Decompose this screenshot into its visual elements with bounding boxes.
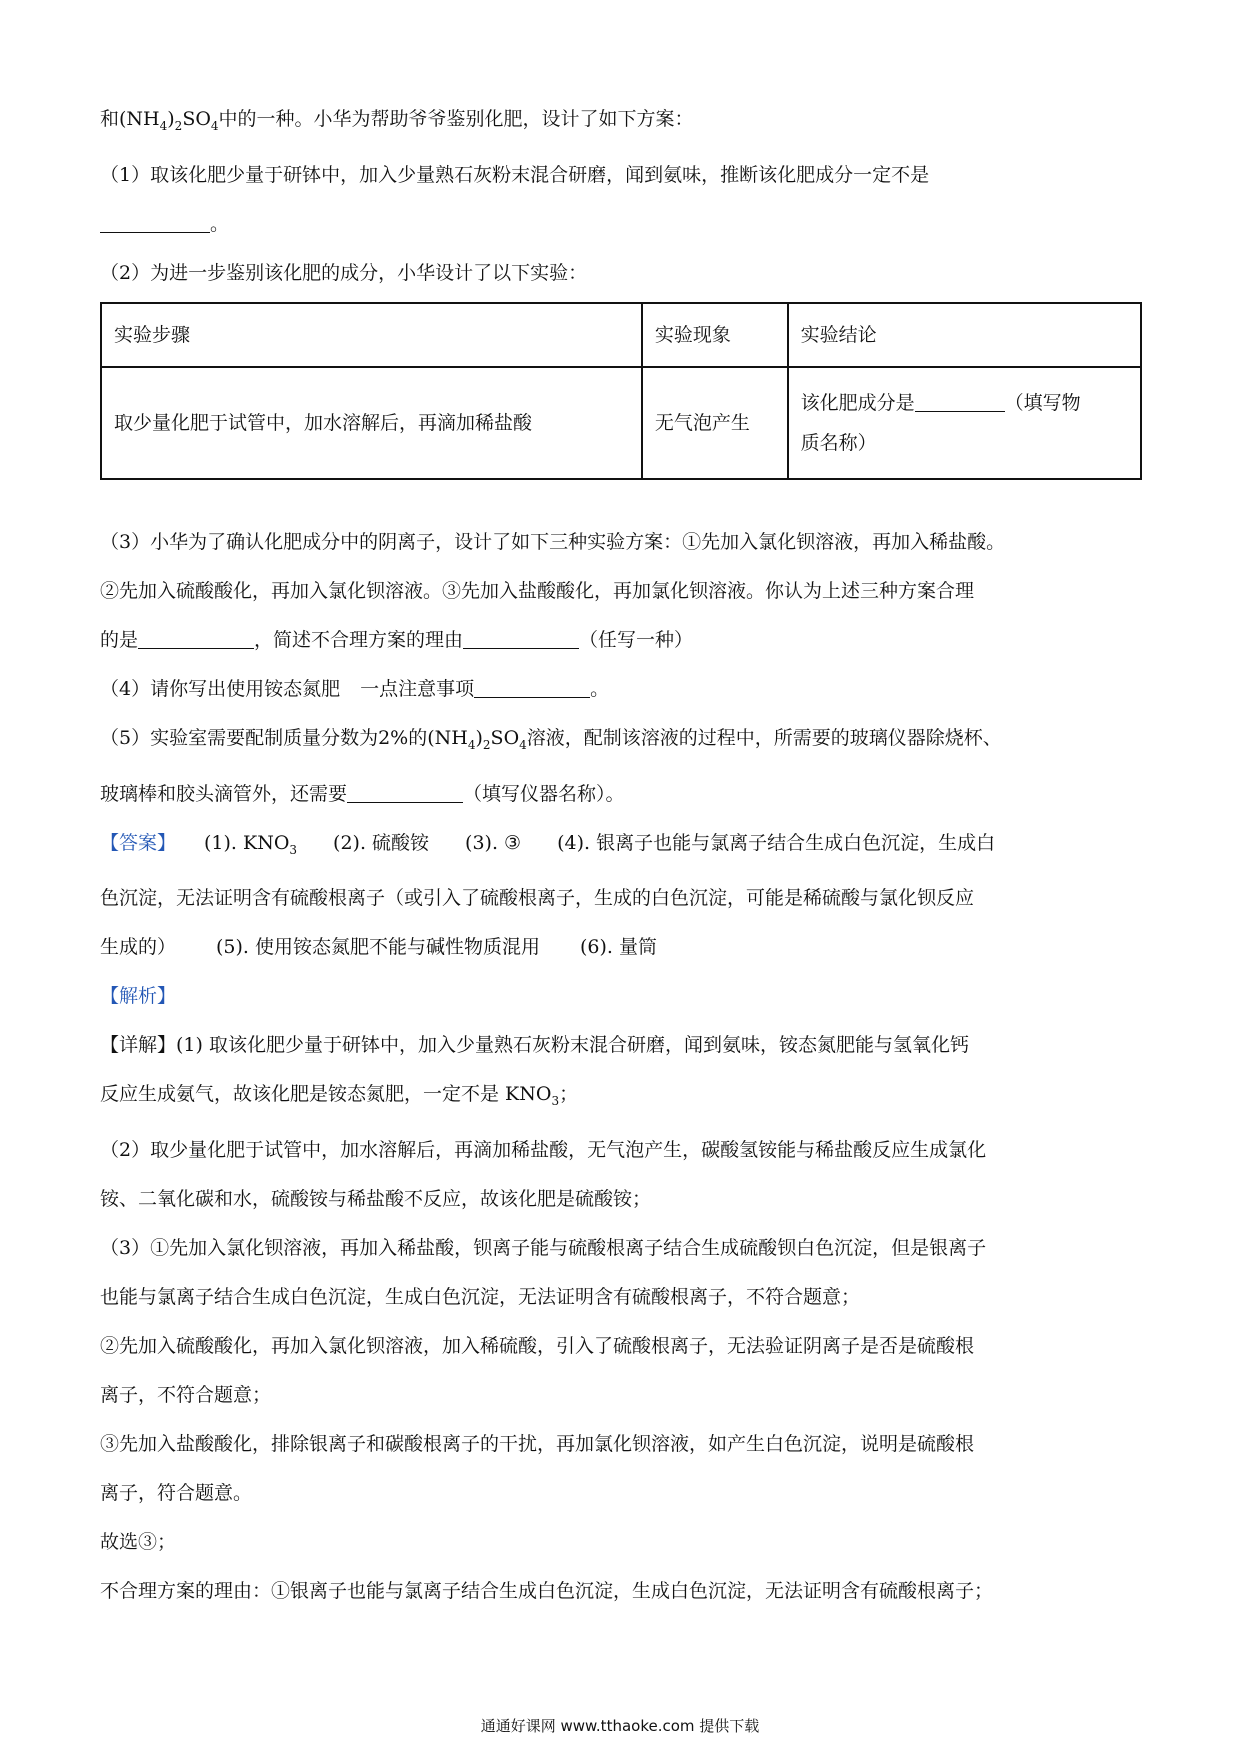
question-3-line-3 xyxy=(100,616,1140,665)
answer-item: (5). 使用铵态氮肥不能与碱性物质混用 xyxy=(216,936,541,959)
answer-item: (4). 银离子也能与氯离子结合生成白色沉淀，生成白 xyxy=(557,831,996,854)
answer-blank[interactable] xyxy=(347,782,463,803)
answer-blank[interactable] xyxy=(100,212,210,233)
intro-text: 和(NH xyxy=(100,108,160,130)
answer-item: (1). KNO xyxy=(204,831,290,854)
question-5-text: SO xyxy=(490,726,520,749)
subscript: 4 xyxy=(467,737,476,752)
answer-item: 生成的） xyxy=(100,936,177,959)
question-4-text: 一点注意事项 xyxy=(360,677,475,700)
question-3-text: ②先加入硫酸酸化，再加入氯化钡溶液。③先加入盐酸酸化，再加氯化钡溶液。你认为上述三种方案合理 xyxy=(100,579,975,602)
answer-line-3 xyxy=(100,923,1140,972)
answer-label: 【答案】 xyxy=(100,831,177,854)
answer-item: (2). 硫酸铵 xyxy=(333,831,430,854)
question-3-text: （任写一种） xyxy=(579,628,694,651)
question-4-text: （4）请你写出使用铵态氮肥 xyxy=(100,677,341,700)
conclusion-text: （填写物 xyxy=(1004,391,1081,414)
question-3-line-2 xyxy=(100,567,1140,616)
answer-blank[interactable] xyxy=(138,628,254,649)
detail-text: 离子，符合题意。 xyxy=(100,1482,253,1505)
detail-text: 不合理方案的理由：①银离子也能与氯离子结合生成白色沉淀，生成白色沉淀，无法证明含有硫酸根离子； xyxy=(100,1580,994,1603)
analysis-label-line xyxy=(100,972,1140,1021)
answer-blank[interactable] xyxy=(463,628,579,649)
punctuation: 。 xyxy=(590,677,610,700)
document-body xyxy=(100,95,1140,1616)
subscript: 2 xyxy=(482,737,491,752)
question-4 xyxy=(100,665,1140,714)
subscript: 4 xyxy=(159,118,168,133)
detail-text: 反应生成氨气，故该化肥是铵态氮肥，一定不是 KNO xyxy=(100,1083,552,1106)
subscript: 2 xyxy=(174,118,183,133)
detail-text: ②先加入硫酸酸化，再加入氯化钡溶液，加入稀硫酸，引入了硫酸根离子，无法验证阴离子是否是硫酸根 xyxy=(100,1335,975,1358)
header-step: 实验步骤 xyxy=(101,303,642,367)
detail-line-12 xyxy=(100,1567,1140,1616)
subscript: 3 xyxy=(289,842,298,857)
intro-text: 中的一种。小华为帮助爷爷鉴别化肥，设计了如下方案： xyxy=(218,108,694,130)
question-3-line-1 xyxy=(100,518,1140,567)
detail-line-8 xyxy=(100,1371,1140,1420)
question-3-text: （3）小华为了确认化肥成分中的阴离子，设计了如下三种实验方案：①先加入氯化钡溶液，再加入稀盐酸。 xyxy=(100,530,1006,553)
intro-text: ) xyxy=(167,108,175,130)
question-5-line-2 xyxy=(100,770,1140,819)
question-5-text: 玻璃棒和胶头滴管外，还需要 xyxy=(100,782,348,805)
detail-text: ③先加入盐酸酸化，排除银离子和碳酸根离子的干扰，再加氯化钡溶液，如产生白色沉淀，说明是硫酸根 xyxy=(100,1433,975,1456)
detail-text: 离子，不符合题意； xyxy=(100,1384,272,1407)
detail-text: （3）①先加入氯化钡溶液，再加入稀盐酸，钡离子能与硫酸根离子结合生成硫酸钡白色沉淀，但是银离子 xyxy=(100,1237,987,1260)
answer-line-2 xyxy=(100,874,1140,923)
table-row xyxy=(101,367,1141,479)
page-footer: 通通好课网 www.tthaoke.com 提供下载 xyxy=(480,1717,760,1735)
detail-text: 【详解】(1) 取该化肥少量于研钵中，加入少量熟石灰粉末混合研磨，闻到氨味，铵态氮肥能与氢氧化钙 xyxy=(100,1034,969,1057)
subscript: 4 xyxy=(210,118,219,133)
detail-text: 故选③； xyxy=(100,1531,177,1554)
question-3-text: ，简述不合理方案的理由 xyxy=(254,628,464,651)
answer-item: (3). ③ xyxy=(465,831,522,854)
conclusion-text: 该化肥成分是 xyxy=(800,391,915,414)
question-2 xyxy=(100,249,1140,298)
detail-line-11 xyxy=(100,1518,1140,1567)
detail-text: ； xyxy=(559,1083,579,1106)
detail-line-6 xyxy=(100,1273,1140,1322)
detail-line-3 xyxy=(100,1126,1140,1175)
analysis-label: 【解析】 xyxy=(100,985,177,1008)
experiment-table xyxy=(100,302,1142,480)
question-1-text: （1）取该化肥少量于研钵中，加入少量熟石灰粉末混合研磨，闻到氨味，推断该化肥成分一定不是 xyxy=(100,163,930,186)
detail-text: （2）取少量化肥于试管中，加水溶解后，再滴加稀盐酸，无气泡产生，碳酸氢铵能与稀盐酸反应生成氯化 xyxy=(100,1139,987,1162)
question-1 xyxy=(100,151,1140,200)
intro-line xyxy=(100,95,1140,151)
header-phenomenon: 实验现象 xyxy=(642,303,788,367)
question-5-text: （5）实验室需要配制质量分数为2%的(NH xyxy=(100,726,468,749)
cell-step: 取少量化肥于试管中，加水溶解后，再滴加稀盐酸 xyxy=(101,367,642,479)
answer-blank[interactable] xyxy=(474,677,590,698)
detail-line-4 xyxy=(100,1175,1140,1224)
detail-line-9 xyxy=(100,1420,1140,1469)
detail-line-1 xyxy=(100,1021,1140,1070)
detail-text: 也能与氯离子结合生成白色沉淀，生成白色沉淀，无法证明含有硫酸根离子，不符合题意； xyxy=(100,1286,861,1309)
detail-line-2 xyxy=(100,1070,1140,1126)
answer-line-1 xyxy=(100,819,1140,875)
intro-text: SO xyxy=(182,108,211,130)
question-2-text: （2）为进一步鉴别该化肥的成分，小华设计了以下实验： xyxy=(100,261,588,284)
answer-item: (6). 量筒 xyxy=(580,936,658,959)
question-1-answer-line xyxy=(100,200,1140,249)
cell-conclusion xyxy=(788,367,1141,479)
detail-line-7 xyxy=(100,1322,1140,1371)
subscript: 4 xyxy=(519,737,527,752)
detail-line-5 xyxy=(100,1224,1140,1273)
detail-text: 铵、二氧化碳和水，硫酸铵与稀盐酸不反应，故该化肥是硫酸铵； xyxy=(100,1188,652,1211)
answer-blank[interactable] xyxy=(915,391,1005,412)
answer-item: 色沉淀，无法证明含有硫酸根离子（或引入了硫酸根离子，生成的白色沉淀，可能是稀硫酸与氯化钡反应 xyxy=(100,887,975,910)
question-5-text: （填写仪器名称）。 xyxy=(463,782,625,805)
conclusion-text: 质名称） xyxy=(800,431,877,454)
question-3-text: 的是 xyxy=(100,628,139,651)
cell-phenomenon: 无气泡产生 xyxy=(642,367,788,479)
subscript: 3 xyxy=(551,1094,560,1109)
question-5-line-1 xyxy=(100,714,1140,770)
question-5-text: 溶液，配制该溶液的过程中，所需要的玻璃仪器除烧杯、 xyxy=(526,726,1002,749)
header-conclusion: 实验结论 xyxy=(788,303,1141,367)
table-header-row xyxy=(101,303,1141,367)
detail-line-10 xyxy=(100,1469,1140,1518)
punctuation: 。 xyxy=(210,212,230,235)
question-5-text: ) xyxy=(475,726,483,749)
